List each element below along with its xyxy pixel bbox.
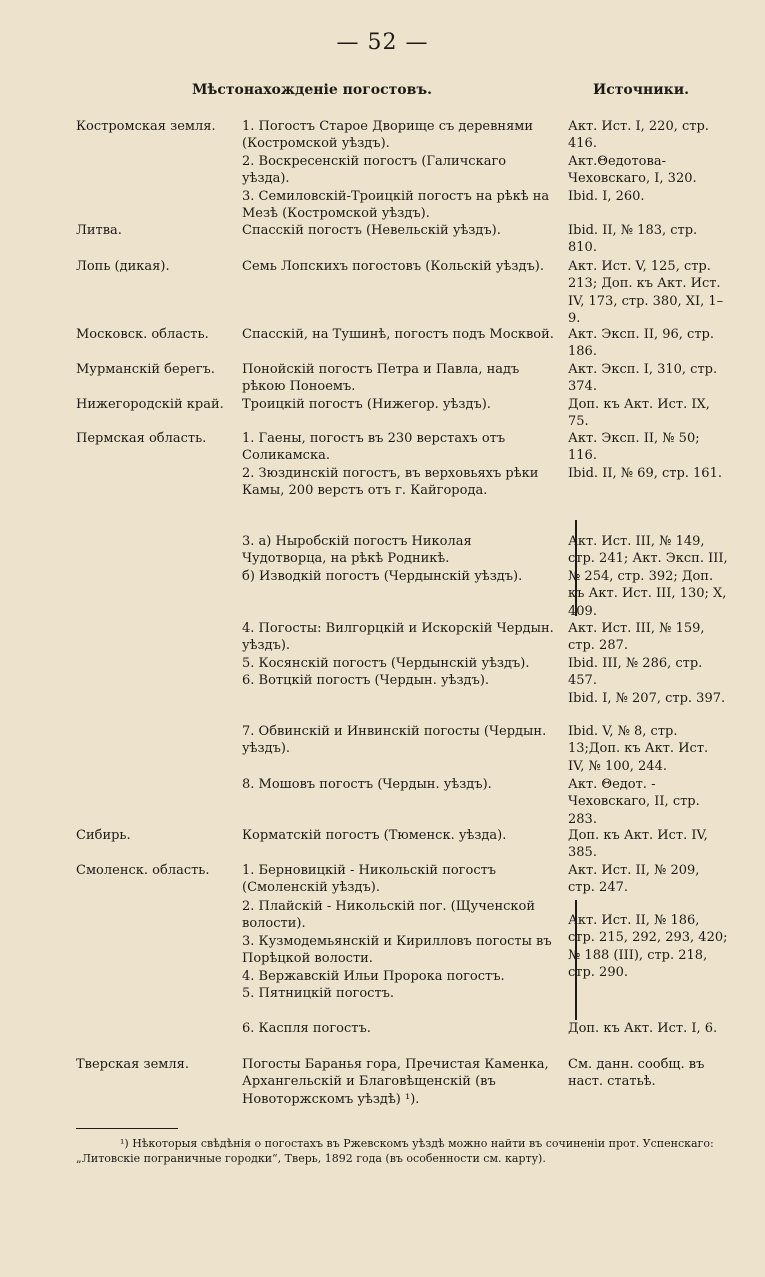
place-text: 4. Погосты: Вилгорцкій и Искорскій Чердын. уѣздъ). 5. Косянскій погостъ (Чердынскій уѣздъ). 6. Вотцкій погостъ (Чердын. уѣздъ).: [242, 621, 554, 689]
place-text: Корматскій погостъ (Тюменск. уѣзда).: [242, 828, 507, 843]
footnote-divider: [76, 1128, 178, 1129]
page-number: — 52 —: [336, 30, 429, 55]
region-name: Тверская земля.: [76, 1057, 189, 1072]
source-text: Акт. Ист. III, № 159, стр. 287. Ibid. III, № 286, стр. 457. Ibid. I, № 207, стр. 397.: [568, 621, 726, 706]
source-text: Акт. Эксп. II, № 50; 116. Ibid. II, № 69, стр. 161.: [568, 431, 722, 481]
place-text: 3. а) Ныробскій погостъ Николая Чудотворца, на рѣкѣ Родникѣ. б) Изводкій погостъ (Чердынскій уѣздъ).: [242, 534, 523, 584]
place-text: 1. Погостъ Старое Дворище съ деревнями (Костромской уѣздъ). 2. Воскресенскій погостъ (Галичскаго уѣзда). 3. Семиловскій-Троицкій погостъ на рѣкѣ на Мезѣ (Костромской уѣздъ).: [242, 119, 550, 222]
region-name: Сибирь.: [76, 828, 131, 843]
place-text: 1. Гаены, погостъ въ 230 верстахъ отъ Соликамска. 2. Зюздинскій погостъ, въ верховьяхъ рѣки Камы, 200 верстъ отъ г. Кайгорода.: [242, 431, 539, 499]
place-text: 7. Обвинскій и Инвинскій погосты (Чердын. уѣздъ).: [242, 724, 547, 757]
bracket-mark: [575, 900, 577, 1020]
source-text: Акт. Ист. III, № 149, стр. 241; Акт. Эксп. III, № 254, стр. 392; Доп. къ Акт. Ист. III, 130; X, 409.: [568, 534, 728, 619]
source-text: Акт. Θедот. - Чеховскаго, II, стр. 283.: [568, 777, 700, 827]
bracket-mark: [575, 520, 577, 616]
place-text: 6. Каспля погостъ.: [242, 1021, 371, 1036]
region-name: Московск. область.: [76, 327, 209, 342]
place-text: 2. Плайскій - Никольскій пог. (Щученской волости). 3. Кузмодемьянскій и Кирилловъ погосты въ Порѣцкой волости. 4. Вержавскій Ильи Пророка погостъ. 5. Пятницкій погостъ.: [242, 899, 552, 1002]
place-text: Погосты Баранья гора, Пречистая Каменка, Архангельскій и Благовѣщенскій (въ Новоторжскомъ уѣздѣ) ¹).: [242, 1057, 549, 1107]
source-text: Акт. Ист. II, № 209, стр. 247.: [568, 863, 700, 896]
region-name: Лопь (дикая).: [76, 259, 170, 274]
source-text: Ibid. V, № 8, стр. 13;Доп. къ Акт. Ист. IV, № 100, 244.: [568, 724, 709, 774]
region-name: Мурманскій берегъ.: [76, 362, 215, 377]
place-text: 1. Берновицкій - Никольскій погостъ (Смоленскій уѣздъ).: [242, 863, 497, 896]
footnote: ¹) Нѣкоторыя свѣдѣнія о погостахъ въ Ржевскомъ уѣздѣ можно найти въ сочиненіи прот. Успенскаго: „Литовскіе пограничные городки“, Тверь, 1892 года (въ особенности см. карту).: [76, 1137, 714, 1165]
place-text: Семь Лопскихъ погостовъ (Кольскій уѣздъ).: [242, 259, 544, 274]
source-text: Акт. Эксп. I, 310, стр. 374.: [568, 362, 718, 395]
source-text: Доп. къ Акт. Ист. I, 6.: [568, 1021, 718, 1036]
place-text: Спасскій погостъ (Невельскій уѣздъ).: [242, 223, 501, 238]
source-text: Доп. къ Акт. Ист. IX, 75.: [568, 397, 710, 430]
source-text: См. данн. сообщ. въ наст. статьѣ.: [568, 1057, 705, 1090]
source-text: Акт. Эксп. II, 96, стр. 186.: [568, 327, 714, 360]
place-text: 8. Мошовъ погостъ (Чердын. уѣздъ).: [242, 777, 492, 792]
source-text: Ibid. II, № 183, стр. 810.: [568, 223, 698, 256]
source-text: Акт. Ист. V, 125, стр. 213; Доп. къ Акт. Ист. IV, 173, стр. 380, XI, 1–9.: [568, 259, 724, 327]
region-name: Литва.: [76, 223, 122, 238]
region-name: Пермская область.: [76, 431, 207, 446]
place-text: Троицкій погостъ (Нижегор. уѣздъ).: [242, 397, 491, 412]
region-name: Нижегородскій край.: [76, 397, 224, 412]
region-name: Смоленск. область.: [76, 863, 210, 878]
place-text: Спасскій, на Тушинѣ, погостъ подъ Москвой.: [242, 327, 554, 342]
source-text: Доп. къ Акт. Ист. IV, 385.: [568, 828, 708, 861]
region-name: Костромская земля.: [76, 119, 216, 134]
source-text: Акт. Ист. II, № 186, стр. 215, 292, 293, 420; № 188 (III), стр. 218, стр. 290.: [568, 913, 728, 981]
column-header-sources: Источники.: [593, 82, 690, 98]
place-text: Понойскій погостъ Петра и Павла, надъ рѣкою Поноемъ.: [242, 362, 520, 395]
source-text: Акт. Ист. I, 220, стр. 416. Акт.Θедотова-Чеховскаго, I, 320. Ibid. I, 260.: [568, 119, 709, 204]
column-header-locations: Мѣстонахожденіе погостовъ.: [192, 82, 432, 98]
